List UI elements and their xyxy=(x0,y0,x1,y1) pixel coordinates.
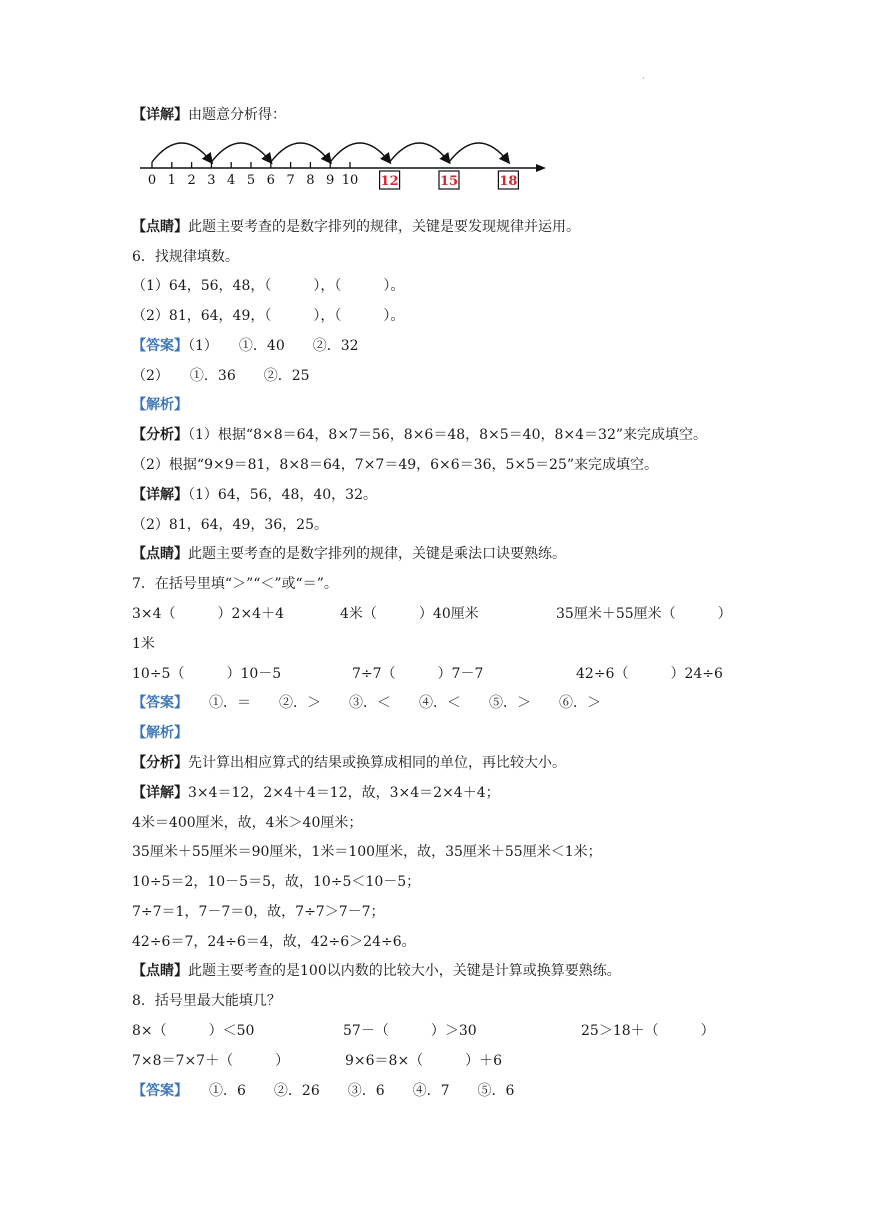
number-line-boxes xyxy=(380,171,519,189)
answer-7-text: ①．＝ ②．＞ ③．＜ ④．＜ ⑤．＞ ⑥．＞ xyxy=(181,695,601,711)
analysis-6-line-2: （2）根据“9×9＝81，8×8＝64，7×7＝49，6×6＝36，5×5＝25”来完成填空。 xyxy=(132,457,659,473)
analysis-7-text: 先计算出相应算式的结果或换算成相同的单位，再比较大小。 xyxy=(188,755,566,771)
label-jiexi: 【解析】 xyxy=(132,397,188,413)
analysis-6-heading xyxy=(132,396,188,414)
label-daan: 【答案】 xyxy=(132,1083,181,1099)
question-6-part-1: （1）64，56，48，（ ），（ ）。 xyxy=(132,278,405,294)
jump-arc-0-to-3 xyxy=(152,143,211,162)
tick-label-4: 4 xyxy=(227,173,236,188)
label-dianjing: 【点睛】 xyxy=(132,963,188,979)
detail-6-line-1 xyxy=(132,486,377,504)
analysis-6-line-1 xyxy=(132,426,707,444)
number-line-arcs xyxy=(152,143,508,162)
question-8-item-e: 9×6＝8×（ ）＋6 xyxy=(345,1053,503,1069)
detail-7-line-2: 4米＝400厘米，故，4米＞40厘米； xyxy=(132,815,363,831)
answer-6-text-1: （1） ①．40 ②．32 xyxy=(188,338,359,354)
header-dot: · xyxy=(642,74,645,83)
tick-label-2: 2 xyxy=(187,173,196,188)
question-7-item-c-continued: 1米 xyxy=(132,636,155,652)
jump-arc-6-to-9 xyxy=(271,143,330,162)
question-8-item-a: 8×（ ）＜50 xyxy=(132,1023,255,1039)
label-dianjing: 【点睛】 xyxy=(132,546,188,562)
question-7-item-a: 3×4（ ）2×4＋4 xyxy=(132,606,284,622)
tick-label-8: 8 xyxy=(306,173,315,188)
answer-box-label-12: 12 xyxy=(380,174,399,189)
question-7-title: 7．在括号里填“＞”“＜”或“＝”。 xyxy=(132,576,338,592)
question-7-item-f: 42÷6（ ）24÷6 xyxy=(576,666,723,682)
question-7-item-b: 4米（ ）40厘米 xyxy=(340,606,479,622)
axis-arrowhead xyxy=(536,164,546,172)
detail-7-line-6: 42÷6＝7，24÷6＝4，故，42÷6＞24÷6。 xyxy=(132,934,416,950)
detail-line-1 xyxy=(132,106,286,124)
label-xiangjie: 【详解】 xyxy=(132,107,188,123)
comment-7-text: 此题主要考查的是100以内数的比较大小，关键是计算或换算要熟练。 xyxy=(188,963,621,979)
label-xiangjie: 【详解】 xyxy=(132,785,188,801)
number-line-figure xyxy=(132,132,552,198)
label-daan: 【答案】 xyxy=(132,338,188,354)
label-fenxi: 【分析】 xyxy=(132,427,188,443)
comment-text: 此题主要考查的是数字排列的规律，关键是要发现规律并运用。 xyxy=(188,219,580,235)
detail-7-line-4: 10÷5＝2，10－5＝5，故，10÷5＜10－5； xyxy=(132,874,421,890)
label-dianjing: 【点睛】 xyxy=(132,219,188,235)
tick-label-3: 3 xyxy=(207,173,216,188)
question-8-item-c: 25＞18＋（ ） xyxy=(581,1023,715,1039)
label-xiangjie: 【详解】 xyxy=(132,487,188,503)
analysis-6-text-1: （1）根据“8×8＝64，8×7＝56，8×6＝48，8×5＝40，8×4＝32”来完成填空。 xyxy=(188,427,708,443)
answer-8-line xyxy=(132,1082,514,1100)
question-7-item-c: 35厘米＋55厘米（ ） xyxy=(556,606,732,622)
detail-6-line-2: （2）81，64，49，36，25。 xyxy=(132,517,328,533)
number-line-labels xyxy=(148,173,358,188)
comment-line-1 xyxy=(132,218,580,236)
answer-6-line-1 xyxy=(132,337,359,355)
tick-label-10: 10 xyxy=(341,173,359,188)
tick-label-1: 1 xyxy=(167,173,176,188)
detail-6-text-1: （1）64，56，48，40，32。 xyxy=(188,487,377,503)
question-8-item-d: 7×8＝7×7＋（ ） xyxy=(132,1053,290,1069)
answer-box-label-15: 15 xyxy=(439,174,459,189)
label-jiexi: 【解析】 xyxy=(132,725,188,741)
detail-7-text-1: 3×4＝12，2×4＋4＝12，故，3×4＝2×4＋4； xyxy=(188,785,500,801)
question-8-title: 8．括号里最大能填几？ xyxy=(132,993,281,1009)
number-line-ticks xyxy=(152,162,350,168)
detail-7-line-1 xyxy=(132,784,500,802)
jump-arc-9-to-12 xyxy=(330,143,389,162)
question-6-part-2: （2）81，64，49，（ ），（ ）。 xyxy=(132,308,405,324)
detail-text: 由题意分析得： xyxy=(188,107,286,123)
detail-7-line-3: 35厘米＋55厘米＝90厘米，1米＝100厘米，故，35厘米＋55厘米＜1米； xyxy=(132,844,602,860)
jump-arc-3-to-6 xyxy=(211,143,270,162)
question-7-item-d: 10÷5（ ）10－5 xyxy=(132,666,282,682)
answer-box-label-18: 18 xyxy=(499,174,518,189)
tick-label-6: 6 xyxy=(266,173,275,188)
comment-6-line xyxy=(132,545,566,563)
answer-8-text: ①．6 ②．26 ③．6 ④．7 ⑤．6 xyxy=(181,1083,515,1099)
tick-label-9: 9 xyxy=(326,173,335,188)
comment-6-text: 此题主要考查的是数字排列的规律，关键是乘法口诀要熟练。 xyxy=(188,546,566,562)
tick-label-7: 7 xyxy=(286,173,295,188)
number-line-axis xyxy=(140,164,546,172)
label-fenxi: 【分析】 xyxy=(132,755,188,771)
comment-7-line xyxy=(132,962,621,980)
detail-7-line-5: 7÷7＝1，7－7＝0，故，7÷7＞7－7； xyxy=(132,904,385,920)
jump-arc-15-to-18 xyxy=(449,143,508,162)
tick-label-5: 5 xyxy=(246,173,256,188)
question-7-item-e: 7÷7（ ）7－7 xyxy=(352,666,484,682)
analysis-7-line xyxy=(132,754,566,772)
answer-6-line-2: （2） ①．36 ②．25 xyxy=(132,368,310,384)
answer-7-line xyxy=(132,694,601,712)
analysis-7-heading xyxy=(132,724,188,742)
tick-label-0: 0 xyxy=(147,173,157,188)
jump-arc-12-to-15 xyxy=(390,143,449,162)
question-6-title: 6．找规律填数。 xyxy=(132,249,239,265)
label-daan: 【答案】 xyxy=(132,695,181,711)
question-8-item-b: 57－（ ）＞30 xyxy=(343,1023,477,1039)
